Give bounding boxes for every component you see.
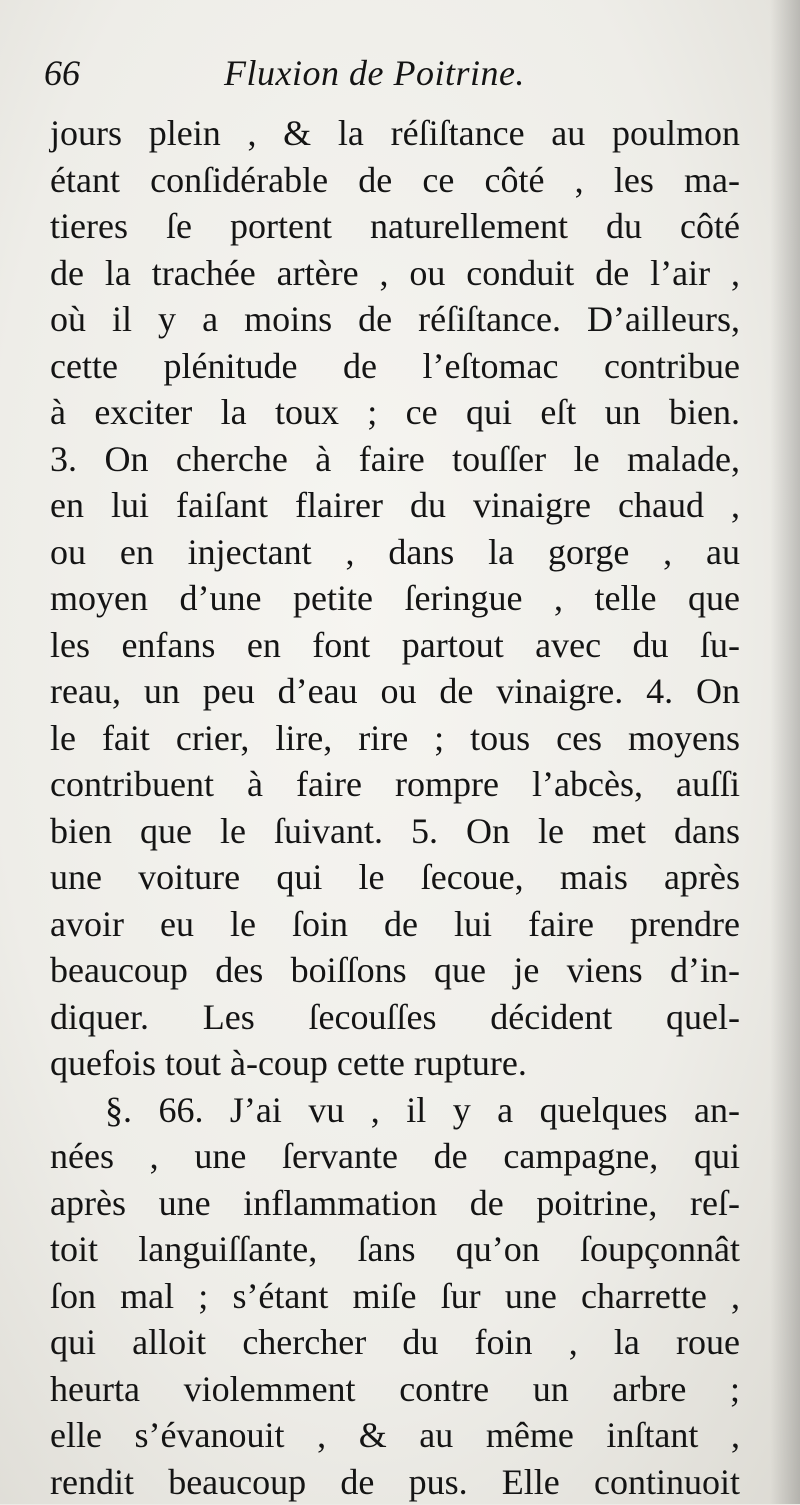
text-line: bien que le ſuivant. 5. On le met dans (50, 808, 740, 855)
text-line: étant conſidérable de ce côté , les ma- (50, 157, 740, 204)
text-line: ou en injectant , dans la gorge , au (50, 529, 740, 576)
text-line: tieres ſe portent naturellement du côté (50, 203, 740, 250)
text-line: avoir eu le ſoin de lui faire prendre (50, 901, 740, 948)
text-line: à exciter la toux ; ce qui eſt un bien. (50, 389, 740, 436)
text-line: de la trachée artère , ou conduit de l’air , (50, 250, 740, 297)
text-line: après une inflammation de poitrine, reſ- (50, 1180, 740, 1227)
text-line: 3. On cherche à faire touſſer le malade, (50, 436, 740, 483)
text-line: quefois tout à-coup cette rupture. (50, 1040, 740, 1087)
body-text (50, 110, 740, 1505)
text-line: les enfans en font partout avec du ſu- (50, 622, 740, 669)
page-header (44, 44, 744, 104)
text-line: qui alloit chercher du foin , la roue (50, 1319, 740, 1366)
page-number: 66 (44, 52, 80, 94)
text-line: en lui faiſant flairer du vinaigre chaud , (50, 482, 740, 529)
text-line: contribuent à faire rompre l’abcès, auſſi (50, 761, 740, 808)
text-line: diquer. Les ſecouſſes décident quel- (50, 994, 740, 1041)
text-line: une voiture qui le ſecoue, mais après (50, 854, 740, 901)
text-line: heurta violemment contre un arbre ; (50, 1366, 740, 1413)
text-line: jours plein , & la réſiſtance au poulmon (50, 110, 740, 157)
text-line: moyen d’une petite ſeringue , telle que (50, 575, 740, 622)
text-line: nées , une ſervante de campagne, qui (50, 1133, 740, 1180)
running-title: Fluxion de Poitrine. (224, 52, 525, 94)
text-line: toit languiſſante, ſans qu’on ſoupçonnât (50, 1226, 740, 1273)
text-line: le fait crier, lire, rire ; tous ces moyens (50, 715, 740, 762)
text-line: rendit beaucoup de pus. Elle continuoit (50, 1459, 740, 1505)
text-line: §. 66. J’ai vu , il y a quelques an- (50, 1087, 740, 1134)
text-line: où il y a moins de réſiſtance. D’ailleurs, (50, 296, 740, 343)
text-line: elle s’évanouit , & au même inſtant , (50, 1412, 740, 1459)
text-line: ſon mal ; s’étant miſe ſur une charrette , (50, 1273, 740, 1320)
text-line: cette plénitude de l’eſtomac contribue (50, 343, 740, 390)
text-line: beaucoup des boiſſons que je viens d’in- (50, 947, 740, 994)
text-line: reau, un peu d’eau ou de vinaigre. 4. On (50, 668, 740, 715)
